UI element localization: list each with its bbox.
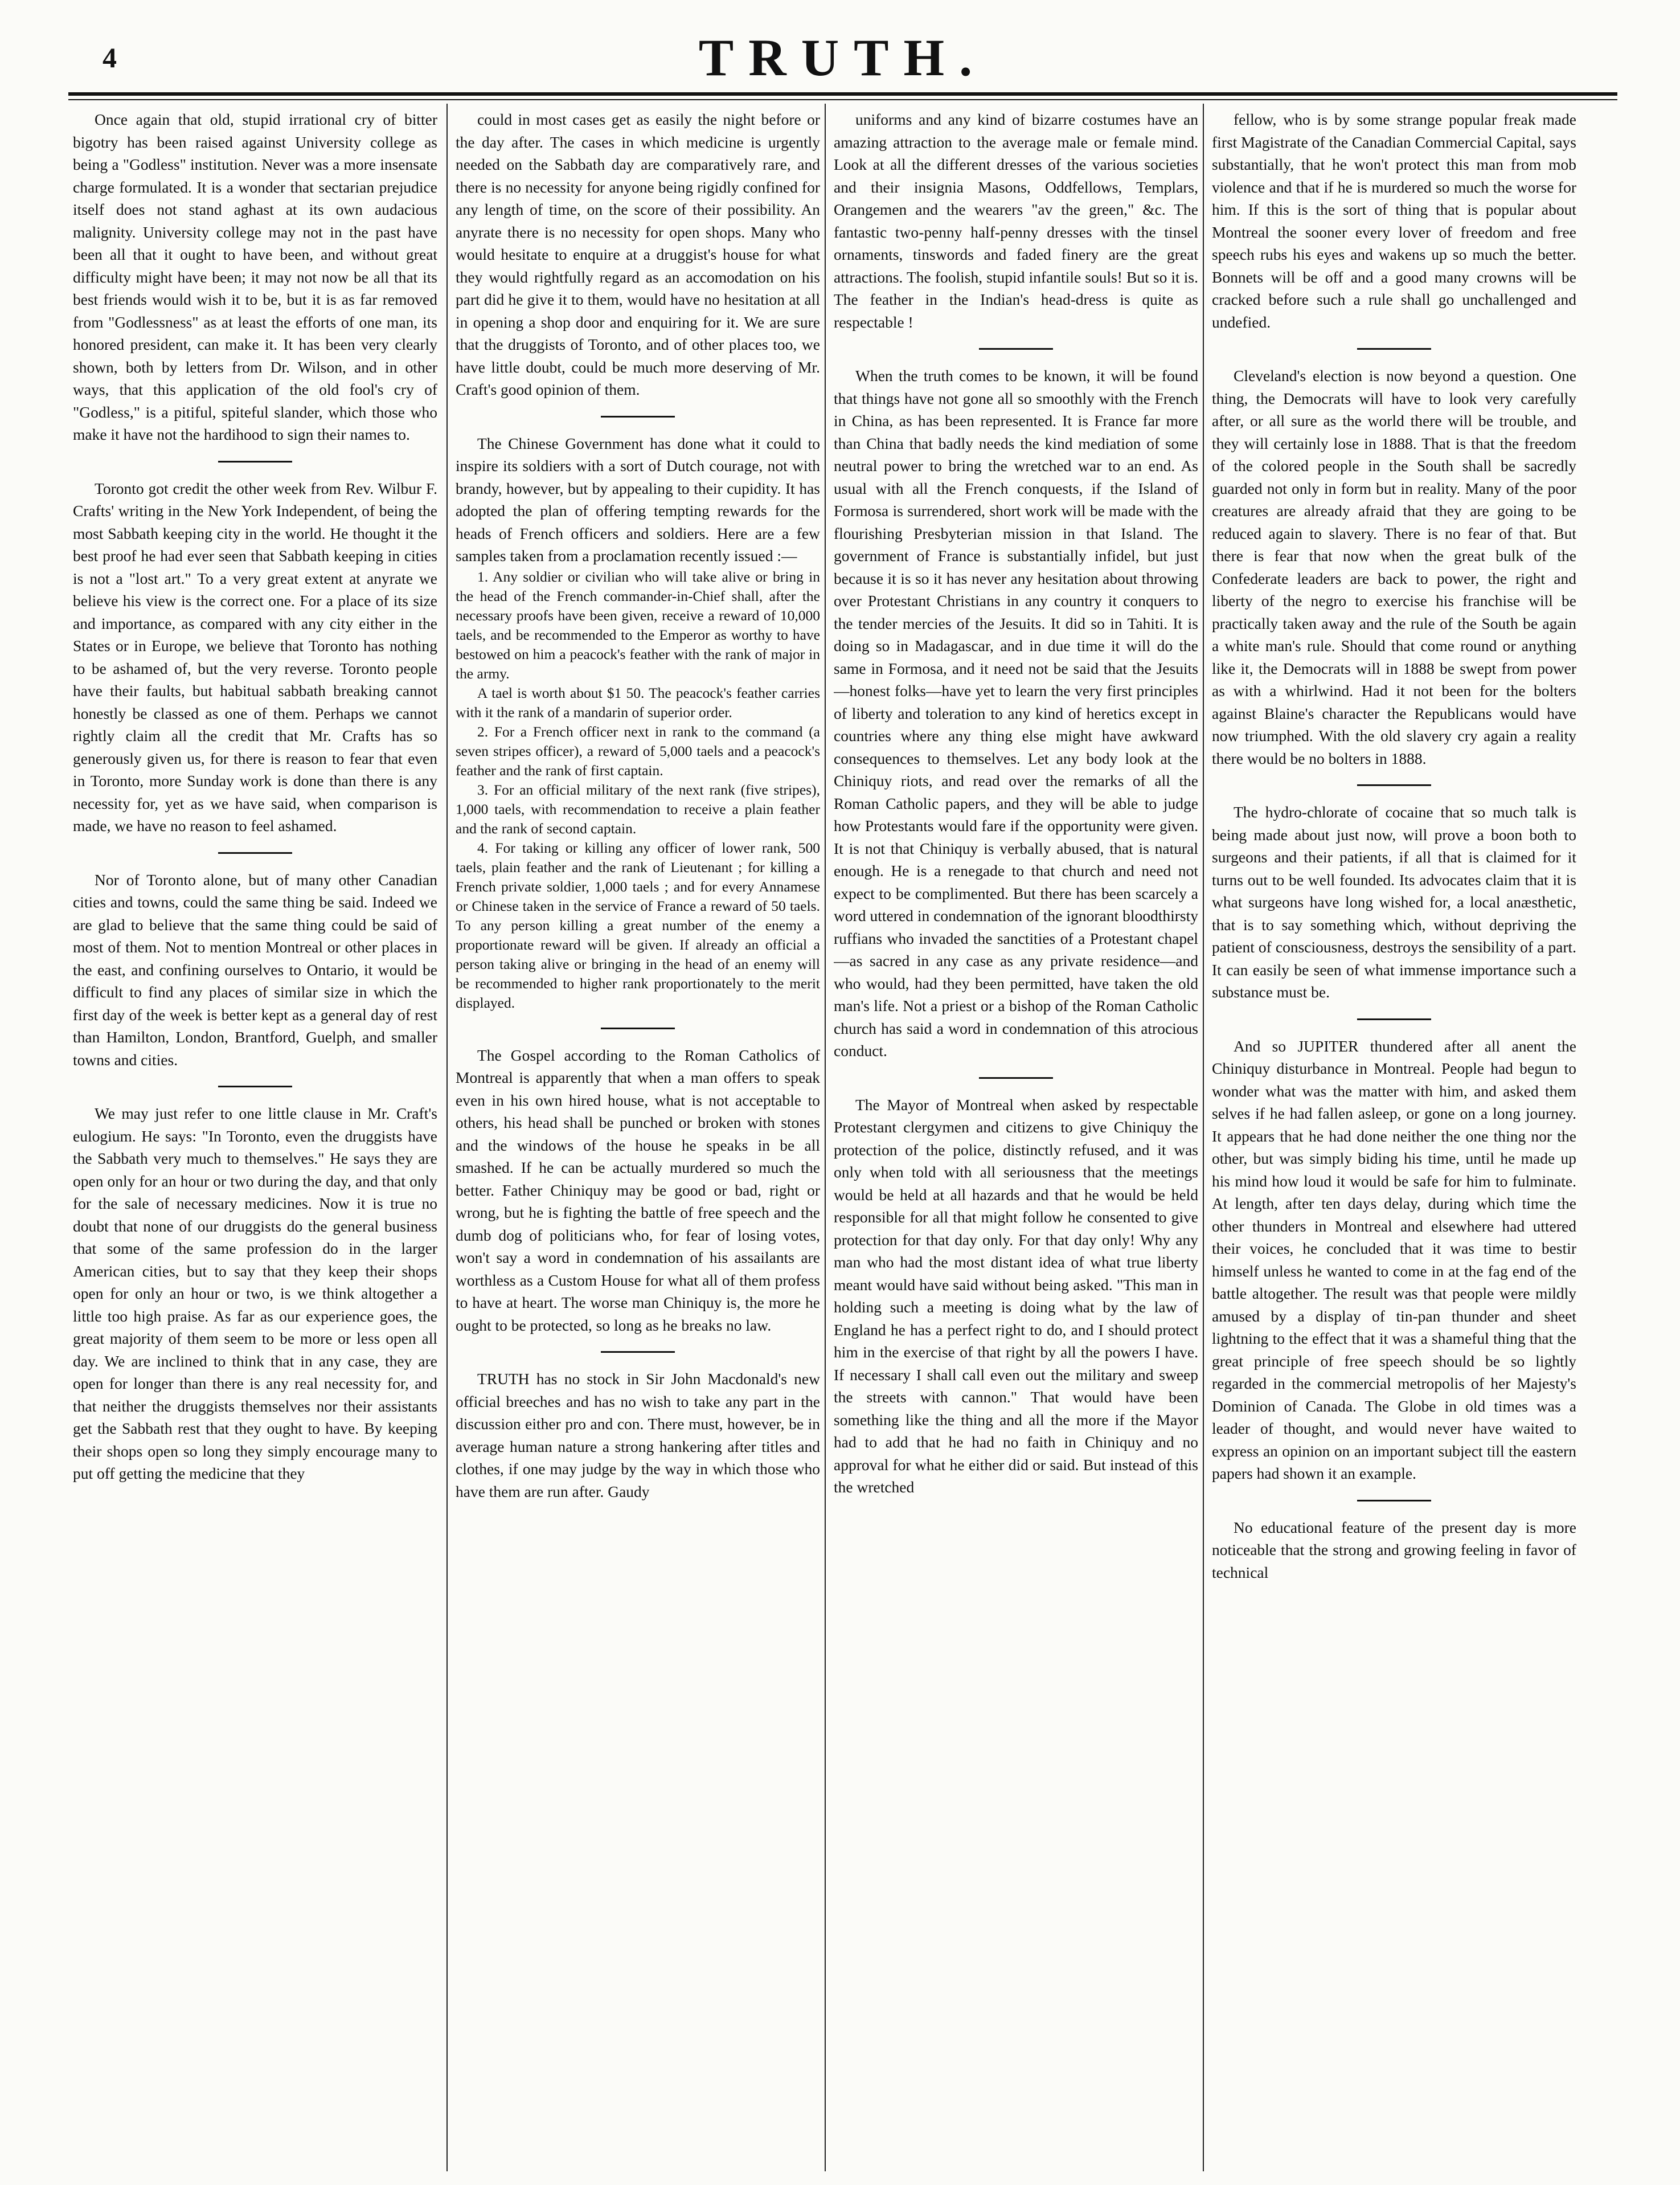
- column-divider: [825, 104, 826, 2171]
- proclamation-item: 2. For a French officer next in rank to the command (a seven stripes officer), a reward of 5,000 taels and a peacock's feather and the rank of first captain.: [456, 723, 820, 779]
- masthead-rule-thin: [68, 99, 1617, 100]
- proclamation-item: 4. For taking or killing any officer of lower rank, 500 taels, plain feather and the rank of Lieutenant ; for killing a French private soldier, 1,000 taels ; and for every Annamese or Chinese taken in the service of France a reward of 50 taels. To any person killing a great number of the enemy a proportionate reward will be given. If already an official a person taking alive or bringing in the head of an enemy will be recommended to higher rank proportionately to the merit displayed.: [456, 839, 820, 1011]
- article-separator: [601, 1351, 675, 1353]
- column-divider: [1203, 104, 1204, 2171]
- masthead-rule: [68, 92, 1617, 96]
- article-paragraph: The hydro-chlorate of cocaine that so much talk is being made about just now, will prove a boon both to surgeons and their patients, if all that is claimed for it turns out to be well founded. Its advocates claim that it is what surgeons have long wished for, a local anæsthetic, that is to say something which, without depriving the patient of consciousness, destroys the sensibility of a part. It can easily be seen of what immense importance such a substance must be.: [1212, 803, 1576, 1001]
- article-paragraph: TRUTH has no stock in Sir John Macdonald's new official breeches and has no wish to take any part in the discussion either pro and con. There must, however, be in average human nature a strong hankering after titles and clothes, if one may judge by the way in which those who have them are run after. Gaudy: [456, 1370, 820, 1500]
- article-separator: [601, 1028, 675, 1029]
- article-paragraph: We may just refer to one little clause in Mr. Craft's eulogium. He says: "In Toronto, even the druggists have the Sabbath very much to themselves." He says they are open only for an hour or two during the day, and that only for the sale of necessary medicines. Now it is true no doubt that none of our druggists do the general business that some of the same profession do in the larger American cities, but to say that they keep their shops open for only an hour or two, is we think altogether a little too high praise. As far as our experience goes, the great majority of them seem to be more or less open all day. We are inclined to think that in any case, they are open for longer than there is any real necessity for, and that neither the druggists themselves nor their assistants get the Sabbath rest that they ought to have. By keeping their shops open so long they simply encourage many to put off getting the medicine that they: [73, 1104, 437, 1482]
- article-paragraph: The Chinese Government has done what it could to inspire its soldiers with a sort of Dutch courage, not with brandy, however, but by appealing to their cupidity. It has adopted the plan of offering tempting rewards for the heads of French officers and soldiers. Here are a few samples taken from a proclamation recently issued :—: [456, 434, 820, 564]
- article-separator: [218, 1086, 292, 1087]
- column-divider: [446, 104, 448, 2171]
- article-paragraph: Nor of Toronto alone, but of many other Canadian cities and towns, could the same thing be said. Indeed we are glad to believe that the same thing could be said of most of them. Not to mention Montreal or other places in the east, and confining ourselves to Ontario, it would be difficult to find any places of similar size in which the first day of the week is better kept as a general day of rest than Hamilton, London, Brantford, Guelph, and smaller towns and cities.: [73, 870, 437, 1069]
- article-separator: [1357, 1500, 1431, 1501]
- article-paragraph: No educational feature of the present day is more noticeable that the strong and growing feeling in favor of technical: [1212, 1518, 1576, 1581]
- article-paragraph: uniforms and any kind of bizarre costumes have an amazing attraction to the average male or female mind. Look at all the different dresses of the various societies and their insignia Masons, Oddfellows, Templars, Orangemen and the wearers "av the green," &c. The fantastic two-penny half-penny dresses with the tinsel ornaments, tinswords and faded finery are the great attractions. The foolish, stupid infantile souls! But so it is. The feather in the Indian's head-dress is quite as respectable !: [834, 111, 1198, 331]
- article-paragraph: Toronto got credit the other week from Rev. Wilbur F. Crafts' writing in the New York Independent, of being the most Sabbath keeping city in the world. He thought it the best proof he had ever seen that Sabbath keeping in cities is not a "lost art." To a very great extent at anyrate we believe his view is the correct one. For a place of its size and importance, as compared with any city either in the States or in Europe, we believe that Toronto has nothing to be ashamed of, but the very reverse. Toronto people have their faults, but habitual sabbath breaking cannot honestly be classed as one of them. Perhaps we cannot rightly claim all the credit that Mr. Crafts has so generously given us, for there is reason to fear that even in Toronto, more Sunday work is done than there is any necessity for, yet as we have said, when comparison is made, we have no reason to feel ashamed.: [73, 479, 437, 834]
- page-number: 4: [103, 42, 117, 73]
- column-2: [456, 108, 820, 2164]
- article-separator: [979, 1077, 1053, 1079]
- proclamation-list: [456, 567, 820, 1013]
- column-1: [73, 108, 437, 2164]
- article-paragraph: fellow, who is by some strange popular freak made first Magistrate of the Canadian Commercial Capital, says substantially, that he won't protect this man from mob violence and that if he is murdered so much the worse for him. If this is the sort of thing that is popular about Montreal the sooner every lover of freedom and free speech rubs his eyes and wakens up so much the better. Bonnets will be off and a good many crowns will be cracked before such a rule shall go unchallenged and undefied.: [1212, 111, 1576, 331]
- masthead: [68, 23, 1617, 91]
- column-4: [1212, 108, 1576, 2164]
- article-paragraph: And so JUPITER thundered after all anent the Chiniquy disturbance in Montreal. People had begun to wonder what was the matter with him, and asked them selves if he had fallen asleep, or gone on a long journey. It appears that he had done neither the one thing nor the other, but was simply biding his time, until he made up his mind how loud it would be safe for him to fulminate. At length, after ten days delay, during which time the other thunders in Montreal and elsewhere had uttered their voices, he concluded that it was time to bestir himself unless he wanted to come in at the fag end of the battle altogether. The result was that people were mildly amused by a display of tin-pan thunder and sheet lightning to the effect that it was a shameful thing that the great principle of free speech should be so lightly regarded in the commercial metropolis of her Majesty's Dominion of Canada. The Globe in old times was a leader of thought, and would never have waited to express an opinion on an important subject till the eastern papers had shown it an example.: [1212, 1037, 1576, 1482]
- proclamation-item: 3. For an official military of the next rank (five stripes), 1,000 taels, with recommendation to receive a plain feather and the rank of second captain.: [456, 781, 820, 837]
- article-paragraph: When the truth comes to be known, it will be found that things have not gone all so smoothly with the French in China, as has been represented. It is France far more than China that badly needs the kind mediation of some neutral power to bring the wretched war to an end. As usual with all the French conquests, if the Island of Formosa is surrendered, short work will be made with the flourishing Presbyterian mission in that Island. The government of France is substantially infidel, but just because it is so it has never any hesitation about throwing over Protestant Christians in any country it conquers to the tender mercies of the Jesuits. It did so in Tahiti. It is doing so in Madagascar, and in due time it will do the same in Formosa, and it need not be said that the Jesuits—honest folks—have yet to learn the very first principles of liberty and toleration to any kind of heretics except in countries where any thing else might have awkward consequences to themselves. Let any body look at the Chiniquy riots, and read over the remarks of all the Roman Catholic papers, and they will be able to judge how Protestants would fare if the opportunity were given. It is not that Chiniquy is verbally abused, that is natural enough. He is a renegade to that church and need not expect to be complimented. But there has been scarcely a word uttered in condemnation of the ignorant bloodthirsty ruffians who invaded the sanctities of a Protestant chapel—as sacred in any case as any private residence—and who would, had they been permitted, have taken the old man's life. Not a priest or a bishop of the Roman Catholic church has said a word in condemnation of this atrocious conduct.: [834, 367, 1198, 1059]
- article-paragraph: could in most cases get as easily the night before or the day after. The cases in which medicine is urgently needed on the Sabbath day are comparatively rare, and there is no necessity for anyone being rigidly confined for any length of time, on the score of their possibility. An anyrate there is no necessity for open shops. Many who would hesitate to enquire at a druggist's house for what they would rightfully regard as an accomodation on his part did he give it to them, would have no hesitation at all in opening a shop door and enquiring for it. We are sure that the druggists of Toronto, and of other places too, we have little doubt, could be much more deserving of Mr. Craft's good opinion of them.: [456, 111, 820, 398]
- article-separator: [979, 348, 1053, 350]
- proclamation-item: 1. Any soldier or civilian who will take alive or bring in the head of the French commander-in-Chief shall, after the necessary proofs have been given, receive a reward of 10,000 taels, and be recommended to the Emperor as worthy to have bestowed on him a peacock's feather with the rank of major in the army.: [456, 568, 820, 682]
- article-paragraph: Cleveland's election is now beyond a question. One thing, the Democrats will have to look very carefully after, or all sure as the world there will be trouble, and they will certainly lose in 1888. That is that the freedom of the colored people in the South shall be sacredly guarded not only in form but in reality. Many of the poor creatures are already afraid that they are going to be reduced again to slavery. There is no fear of that. But there is fear that now when the great bulk of the Confederate leaders are back to power, the right and liberty of the negro to exercise his franchise will be practically taken away and the rule of the South be again a white man's rule. Should that come round or anything like it, the Democrats will in 1888 be swept from power as with a whirlwind. Had it not been for the bolters against Blaine's character the Republicans would have now triumphed. With the old slavery cry again a reality there would be no bolters in 1888.: [1212, 367, 1576, 767]
- article-separator: [218, 461, 292, 463]
- article-separator: [601, 416, 675, 418]
- column-3: [834, 108, 1198, 2164]
- article-separator: [218, 852, 292, 854]
- article-separator: [1357, 784, 1431, 786]
- article-paragraph: The Mayor of Montreal when asked by respectable Protestant clergymen and citizens to give Chiniquy the protection of the police, distinctly refused, and it was only when told with all seriousness that the meetings would be held at all hazards and that he would be held responsible for all that might follow he consented to give protection for that day only. For that day only! Why any man who had the most distant idea of what true liberty meant would have said without being asked. "This man in holding such a meeting is doing what by the law of England he has a perfect right to do, and I should protect him in the exercise of that right by all the powers I have. If necessary I shall call even out the military and sweep the streets with cannon." That would have been something like the thing and all the more if the Mayor had to add that he had no faith in Chiniquy and no approval for what he either did or said. But instead of this the wretched: [834, 1095, 1198, 1496]
- article-paragraph: The Gospel according to the Roman Catholics of Montreal is apparently that when a man offers to speak even in his own hired house, what is not acceptable to others, his head shall be punched or broken with stones and the windows of the house he speaks in be all smashed. If he can be actually murdered so much the better. Father Chiniquy may be good or bad, right or wrong, but he is fighting the battle of free speech and the dumb dog of politicians who, for fear of losing votes, won't say a word in condemnation of his assailants are worthless as a Custom House for what all of them profess to have at heart. The worse man Chiniquy is, the more he ought to be protected, so long as he breaks no law.: [456, 1046, 820, 1334]
- article-paragraph: Once again that old, stupid irrational cry of bitter bigotry has been raised against University college as being a "Godless" institution. Never was a more insensate charge formulated. It is a wonder that sectarian prejudice itself does not stand aghast at its own audacious malignity. University college may not in the past have been all that it ought to have been, and without great difficulty might have been; it may not now be all that its best friends would wish it to be, but it is as far removed from "Godlessness" as at least the efforts of one man, its honored president, can make it. It has been very clearly shown, both by letters from Dr. Wilson, and in other ways, that this application of the old fool's cry of "Godless," is a pitiful, spiteful slander, which those who make it have not the hardihood to sign their names to.: [73, 111, 437, 443]
- newspaper-title: TRUTH.: [698, 28, 987, 87]
- article-separator: [1357, 1018, 1431, 1020]
- proclamation-item: A tael is worth about $1 50. The peacock's feather carries with it the rank of a mandarin of superior order.: [456, 684, 820, 721]
- article-separator: [1357, 348, 1431, 350]
